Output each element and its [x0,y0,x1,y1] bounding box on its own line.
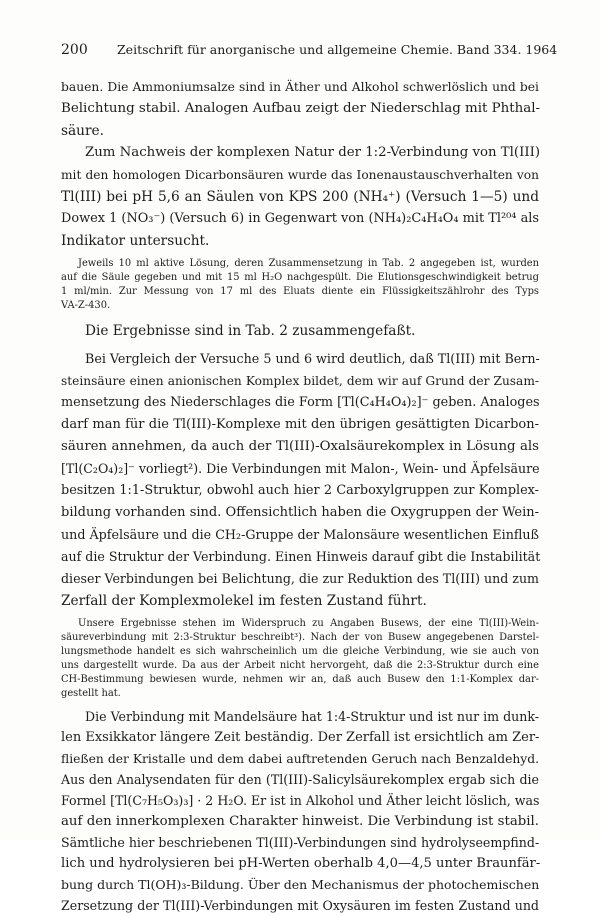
text-line: Tl(III) bei pH 5,6 an Säulen von KPS 200 (NH₄⁺) (Versuch 1—5) und [61,189,539,205]
note-line: Jeweils 10 ml aktive Lösung, deren Zusammensetzung in Tab. 2 angegeben ist, wurden [78,258,539,269]
journal-title: Zeitschrift für anorganische und allgemeine Chemie. Band 334. 1964 [117,42,558,57]
note-line: uns dargestellt wurde. Da aus der Arbeit nicht hervorgeht, daß die 2:3-Struktur durch eine [61,660,539,671]
text-line: dieser Verbindungen bei Belichtung, die zur Reduktion des Tl(III) und zum [61,571,539,586]
text-line: Bei Vergleich der Versuche 5 und 6 wird deutlich, daß Tl(III) mit Bern- [85,351,540,366]
text-line: [Tl(C₂O₄)₂]⁻ vorliegt²). Die Verbindungen mit Malon-, Wein- und Äpfelsäure [61,461,540,476]
text-line: Zerfall der Komplexmolekel im festen Zustand führt. [61,593,427,609]
text-line: Die Verbindung mit Mandelsäure hat 1:4-Struktur und ist nur im dunk- [85,709,540,724]
text-line: bung durch Tl(OH)₃-Bildung. Über den Mechanismus der photochemischen [61,877,540,892]
text-line: Zersetzung der Tl(III)-Verbindungen mit Oxysäuren im festen Zustand und [61,898,539,913]
text-line: bildung vorhanden sind. Offensichtlich haben die Oxygruppen der Wein- [61,505,539,520]
text-line: Die Ergebnisse sind in Tab. 2 zusammengefaßt. [85,323,416,339]
text-line: besitzen 1:1-Struktur, obwohl auch hier 2 Carboxylgruppen zur Komplex- [61,483,539,498]
note-line: 1 ml/min. Zur Messung von 17 ml des Eluats diente ein Flüssigkeitszählrohr des Typs [61,286,539,297]
text-line: säure. [61,123,104,139]
text-line: auf die Struktur der Verbindung. Einen Hinweis darauf gibt die Instabilität [61,549,541,564]
text-line: lich und hydrolysieren bei pH-Werten oberhalb 4,0—4,5 unter Braunfär- [61,856,541,871]
text-line: mensetzung des Niederschlages die Form [Tl(C₄H₄O₄)₂]⁻ geben. Analoges [61,395,540,410]
text-line: Sämtliche hier beschriebenen Tl(III)-Verbindungen sind hydrolyseempfind- [61,835,540,850]
note-line: Unsere Ergebnisse stehen im Widerspruch zu Angaben Busews, der eine Tl(III)-Wein- [78,618,539,629]
note-line: lungsmethode handelt es sich wahrscheinlich um die gleiche Verbindung, wie sie auch von [61,646,539,657]
text-line: steinsäure einen anionischen Komplex bildet, dem wir auf Grund der Zusam- [61,374,539,388]
text-line: Zum Nachweis der komplexen Natur der 1:2-Verbindung von Tl(III) [85,145,541,160]
text-line: darf man für die Tl(III)-Komplexe mit den übrigen gesättigten Dicarbon- [61,417,539,432]
text-line: Formel [Tl(C₇H₅O₃)₃] · 2 H₂O. Er ist in Alkohol und Äther leicht löslich, was [61,793,540,808]
text-line: und Äpfelsäure und die CH₂-Gruppe der Malonsäure wesentlichen Einfluß [61,527,539,542]
running-header [61,42,557,58]
text-line: auf den innerkomplexen Charakter hinweist. Die Verbindung ist stabil. [61,814,539,829]
page-number: 200 [61,42,88,58]
note-line: CH-Bestimmung bewiesen wurde, nehmen wir an, daß auch Busew den 1:1-Komplex dar- [61,674,539,685]
text-line: säuren annehmen, da auch der Tl(III)-Oxalsäurekomplex in Lösung als [61,439,539,454]
text-line: mit den homologen Dicarbonsäuren wurde das Ionenaustauschverhalten von [61,168,539,182]
text-line: Aus den Analysendaten für den (Tl(III)-Salicylsäurekomplex ergab sich die [61,772,539,787]
note-line: säureverbindung mit 2:3-Struktur beschreibt³). Nach der von Busew angegebenen Darstel- [61,632,539,643]
note-line: gestellt hat. [61,688,121,699]
text-line: Belichtung stabil. Analogen Aufbau zeigt der Niederschlag mit Phthal- [61,101,541,116]
note-line: VA-Z-430. [61,300,111,311]
text-line: len Exsikkator längere Zeit beständig. Der Zerfall ist ersichtlich am Zer- [61,730,540,745]
text-line: Indikator untersucht. [61,233,210,249]
text-line: Dowex 1 (NO₃⁻) (Versuch 6) in Gegenwart von (NH₄)₂C₄H₄O₄ mit Tl²⁰⁴ als [61,211,539,226]
note-line: auf die Säule gegeben und mit 15 ml H₂O nachgespült. Die Elutionsgeschwindigkeit betrug [61,272,539,283]
text-line: fließen der Kristalle und dem dabei auftretenden Geruch nach Benzaldehyd. [61,752,539,766]
text-line: bauen. Die Ammoniumsalze sind in Äther und Alkohol schwerlöslich und bei [61,80,539,94]
